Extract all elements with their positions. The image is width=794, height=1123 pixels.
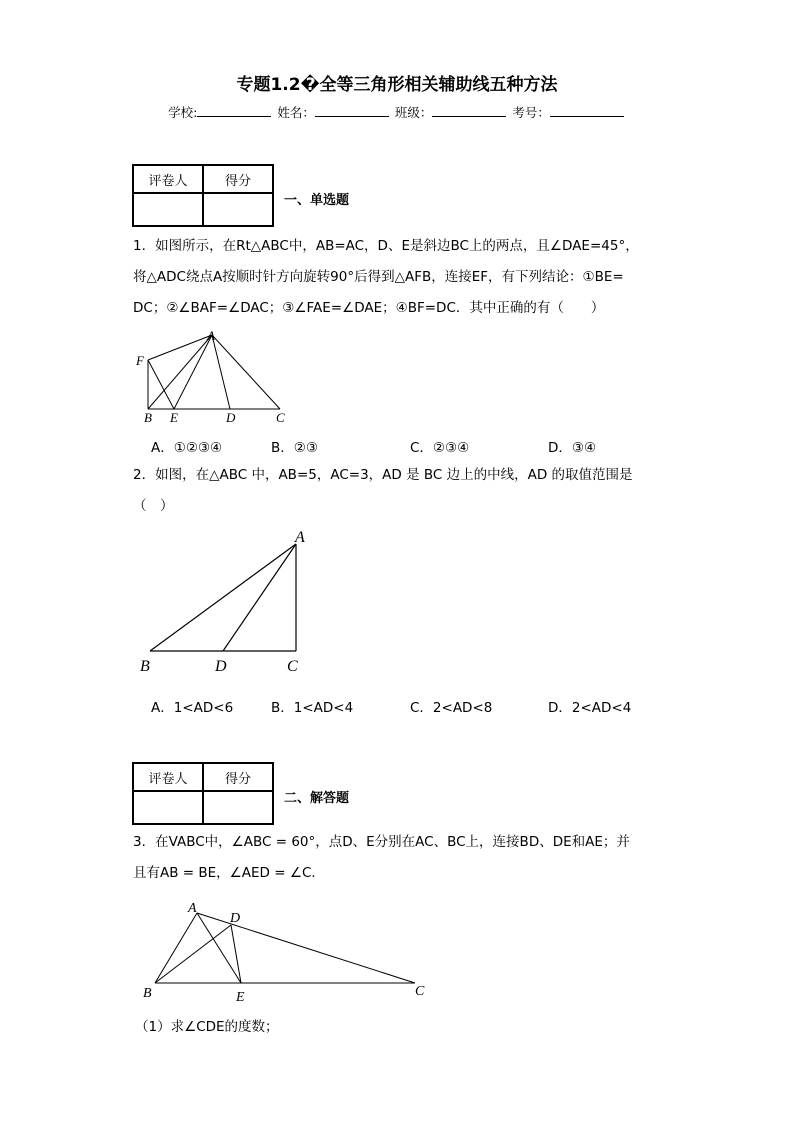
figure-label: A — [295, 529, 305, 546]
score-header: 得分 — [203, 763, 273, 791]
figure-label: C — [415, 984, 425, 999]
option-a[interactable]: A．1<AD<6 — [151, 700, 234, 716]
class-label: 班级： — [394, 105, 433, 120]
figure-label: F — [136, 353, 144, 368]
sub-question-1: （1）求∠CDE的度数； — [135, 1019, 279, 1035]
score-table — [132, 762, 274, 825]
figure-label: E — [170, 410, 178, 425]
student-info-line — [0, 103, 794, 121]
question-text: 1．如图所示，在Rt△ABC中，AB=AC，D、E是斜边BC上的两点，且∠DAE=45°， — [133, 238, 639, 254]
figure-label: A — [188, 901, 197, 916]
class-blank[interactable] — [432, 104, 506, 117]
score-cell[interactable] — [203, 791, 273, 824]
reviewer-header: 评卷人 — [133, 763, 203, 791]
score-cell[interactable] — [203, 193, 273, 226]
score-table — [132, 164, 274, 227]
score-header: 得分 — [203, 165, 273, 193]
question-1 — [133, 231, 639, 324]
q1-figure — [130, 325, 300, 430]
option-a[interactable]: A．①②③④ — [151, 440, 223, 456]
question-text: DC；②∠BAF=∠DAC；③∠FAE=∠DAE；④BF=DC．其中正确的有（ ） — [133, 300, 605, 316]
question-text: 将△ADC绕点A按顺时针方向旋转90°后得到△AFB，连接EF，有下列结论：①BE= — [133, 269, 624, 285]
reviewer-cell[interactable] — [133, 193, 203, 226]
figure-label: B — [143, 986, 152, 1001]
section-title: 一、单选题 — [284, 193, 350, 208]
question-text: （ ） — [133, 498, 174, 514]
figure-label: E — [236, 990, 245, 1005]
id-label: 考号： — [512, 105, 550, 120]
figure-label: D — [230, 911, 241, 926]
option-d[interactable]: D．2<AD<4 — [548, 700, 632, 716]
school-label: 学校: — [168, 105, 198, 120]
question-text: 2．如图，在△ABC 中，AB=5，AC=3，AD 是 BC 边上的中线，AD 的取值范围是 — [133, 467, 633, 483]
q3-figure — [135, 895, 435, 1010]
figure-label: C — [276, 410, 285, 425]
name-label: 姓名： — [277, 105, 315, 120]
option-b[interactable]: B．②③ — [271, 440, 318, 456]
option-d[interactable]: D．③④ — [548, 440, 597, 456]
reviewer-header: 评卷人 — [133, 165, 203, 193]
figure-label: A — [207, 328, 215, 343]
question-text: 3．在VABC中，∠ABC = 60°，点D、E分别在AC、BC上，连接BD、DE和AE；并 — [133, 834, 630, 850]
figure-label: D — [215, 658, 227, 675]
page-title: 专题1.2�全等三角形相关辅助线五种方法 — [236, 75, 558, 95]
option-b[interactable]: B．1<AD<4 — [271, 700, 354, 716]
section-title: 二、解答题 — [284, 791, 350, 806]
name-blank[interactable] — [315, 104, 389, 117]
figure-label: B — [140, 658, 150, 675]
question-3 — [133, 827, 630, 889]
reviewer-cell[interactable] — [133, 791, 203, 824]
q2-figure — [130, 528, 320, 678]
figure-label: C — [287, 658, 298, 675]
option-c[interactable]: C．②③④ — [410, 440, 470, 456]
option-c[interactable]: C．2<AD<8 — [410, 700, 493, 716]
id-blank[interactable] — [550, 104, 624, 117]
figure-label: B — [144, 410, 152, 425]
question-text: 且有AB = BE，∠AED = ∠C． — [133, 865, 325, 881]
school-blank[interactable] — [197, 104, 271, 117]
question-2 — [133, 460, 633, 522]
figure-label: D — [226, 410, 236, 425]
